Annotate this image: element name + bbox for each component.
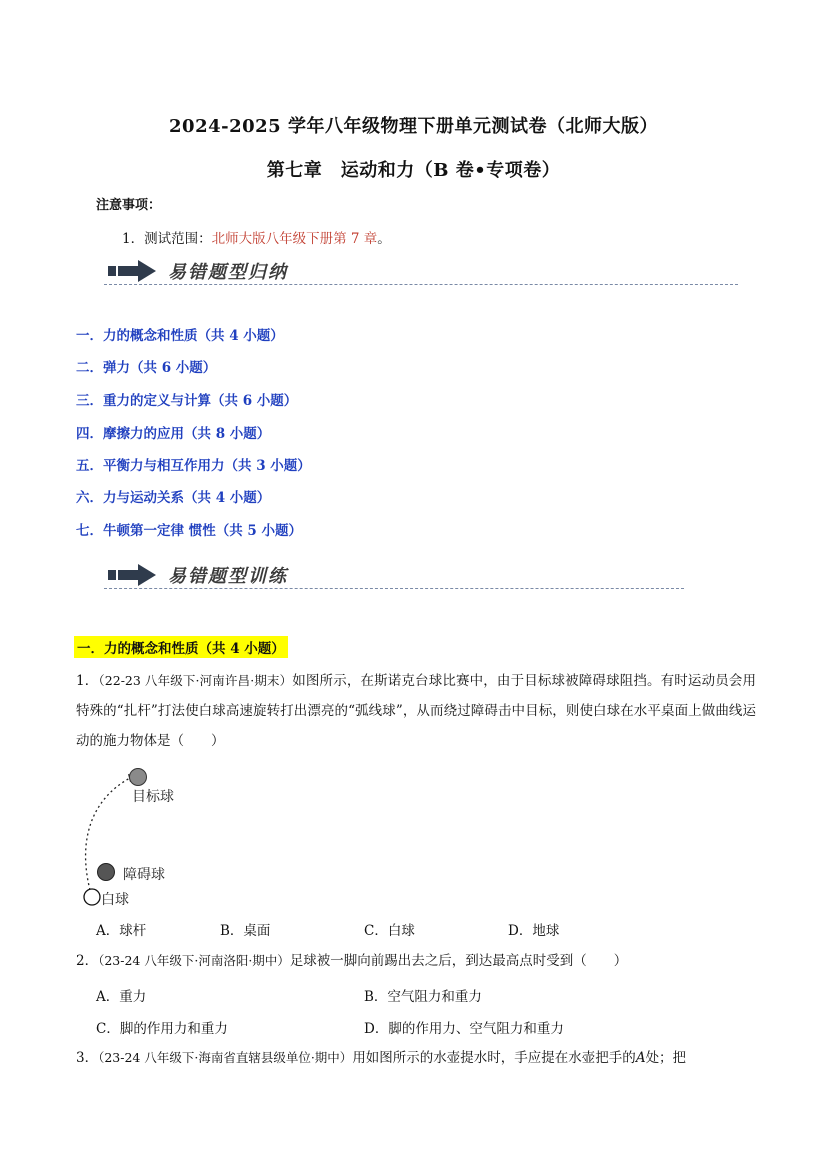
q1-option-c[interactable]: C．白球 — [364, 923, 415, 939]
toc-item-3[interactable]: 三．重力的定义与计算（共 6 小题） — [76, 393, 298, 409]
section-heading: 一．力的概念和性质（共 4 小题） — [74, 636, 288, 658]
cue-ball-label: 白球 — [101, 892, 129, 908]
point-label: A — [635, 1050, 646, 1066]
question-text: 足球被一脚向前踢出去之后，到达最高点时受到（ ） — [289, 953, 628, 969]
arrow-icon — [108, 564, 158, 586]
summary-divider — [104, 284, 738, 285]
question-text: 如图所示，在斯诺克台球比赛中，由于目标球被障碍球阻挡。有时运动员会用特殊的“扎杆”打法使白球高速旋转打出漂亮的“弧线球”，从而绕过障碍击中目标，则使白球在水平桌面上做曲线运动的施力物体是（ ） — [76, 673, 757, 749]
document-subtitle: 第七章 运动和力（B 卷•专项卷） — [266, 160, 561, 181]
toc-item-6[interactable]: 六．力与运动关系（共 4 小题） — [76, 490, 271, 506]
question-source: （23-24 八年级下·海南省直辖县级单位·期中） — [98, 1050, 353, 1065]
question-text-b: 处；把 — [645, 1050, 687, 1066]
question-text-a: 用如图所示的水壶提水时，手应提在水壶把手的 — [352, 1050, 636, 1066]
summary-banner-text: 易错题型归纳 — [168, 262, 288, 283]
notice-heading: 注意事项： — [96, 198, 162, 213]
toc-item-2[interactable]: 二．弹力（共 6 小题） — [76, 360, 217, 376]
snooker-figure — [76, 762, 216, 912]
toc-item-1[interactable]: 一．力的概念和性质（共 4 小题） — [76, 328, 284, 344]
question-number: 2． — [76, 953, 99, 969]
obstacle-ball-label: 障碍球 — [123, 867, 165, 883]
question-source: （23-24 八年级下·河南洛阳·期中） — [98, 953, 290, 968]
q1-option-d[interactable]: D．地球 — [508, 923, 560, 939]
toc-item-5[interactable]: 五．平衡力与相互作用力（共 3 小题） — [76, 458, 311, 474]
q2-option-d[interactable]: D．脚的作用力、空气阻力和重力 — [364, 1021, 564, 1037]
toc-item-4[interactable]: 四．摩擦力的应用（共 8 小题） — [76, 426, 271, 442]
q2-option-a[interactable]: A．重力 — [96, 989, 147, 1005]
notice-item-scope: 北师大版八年级下册第 7 章 — [211, 231, 378, 247]
target-ball — [130, 769, 147, 786]
question-number: 3． — [76, 1050, 99, 1066]
cue-ball — [84, 889, 100, 905]
arrow-icon — [108, 260, 158, 282]
question-source: （22-23 八年级下·河南许昌·期末） — [98, 673, 293, 688]
question-1 — [76, 666, 756, 756]
question-number: 1． — [76, 673, 99, 689]
notice-item — [122, 227, 391, 247]
target-ball-label: 目标球 — [132, 789, 174, 805]
obstacle-ball — [98, 864, 115, 881]
training-banner-text: 易错题型训练 — [168, 566, 288, 587]
notice-item-suffix: 。 — [377, 231, 391, 247]
question-3 — [76, 1043, 756, 1073]
notice-item-prefix: 1．测试范围： — [122, 231, 212, 247]
q1-option-a[interactable]: A．球杆 — [96, 923, 147, 939]
q2-option-c[interactable]: C．脚的作用力和重力 — [96, 1021, 228, 1037]
q2-option-b[interactable]: B．空气阻力和重力 — [364, 989, 482, 1005]
document-title: 2024-2025 学年八年级物理下册单元测试卷（北师大版） — [169, 116, 658, 137]
toc-item-7[interactable]: 七．牛顿第一定律 惯性（共 5 小题） — [76, 523, 302, 539]
q1-option-b[interactable]: B．桌面 — [220, 923, 271, 939]
training-divider — [104, 588, 684, 589]
question-2 — [76, 946, 756, 976]
